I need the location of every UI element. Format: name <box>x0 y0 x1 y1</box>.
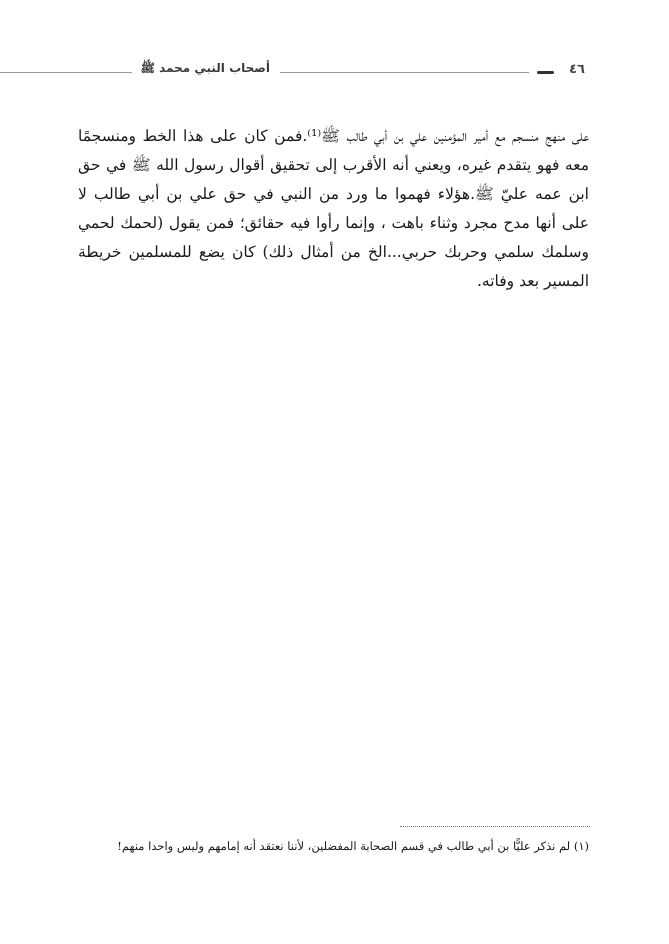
header-rule-left <box>0 72 132 73</box>
running-title: أصحاب النبي محمد ﷺ <box>140 61 270 75</box>
running-header <box>0 60 669 86</box>
footnote: (١) لم نذكر عليًّا بن أبي طالب في قسم الصحابة المفضلين، لأننا نعتقد أنه إمامهم وليس واحدا منهم! <box>117 839 589 853</box>
footnote-separator <box>400 826 590 827</box>
body-paragraph: على منهج منسجم مع أمير المؤمنين علي بن أبي طالب ﷺ⁽¹⁾.فمن كان على هذا الخط ومنسجمًا معه فهو يتقدم غيره، ويعني أنه الأقرب إلى تحقيق أقوال رسول الله ﷺ في حق ابن عمه عليّ ﷺ.هؤلاء فهموا ما ورد من النبي في حق علي بن أبي طالب لا على أنها مدح مجرد وثناء باهت ، وإنما رأوا فيه حقائق؛ فمن يقول (لحمك لحمي وسلمك سلمي وحربك حربي...الخ من أمثال ذلك) كان يضع للمسلمين خريطة المسير بعد وفاته. <box>78 127 590 290</box>
page-number: ٤٦ <box>569 62 585 77</box>
page-number-dash <box>537 71 554 74</box>
header-rule-right <box>280 72 529 73</box>
